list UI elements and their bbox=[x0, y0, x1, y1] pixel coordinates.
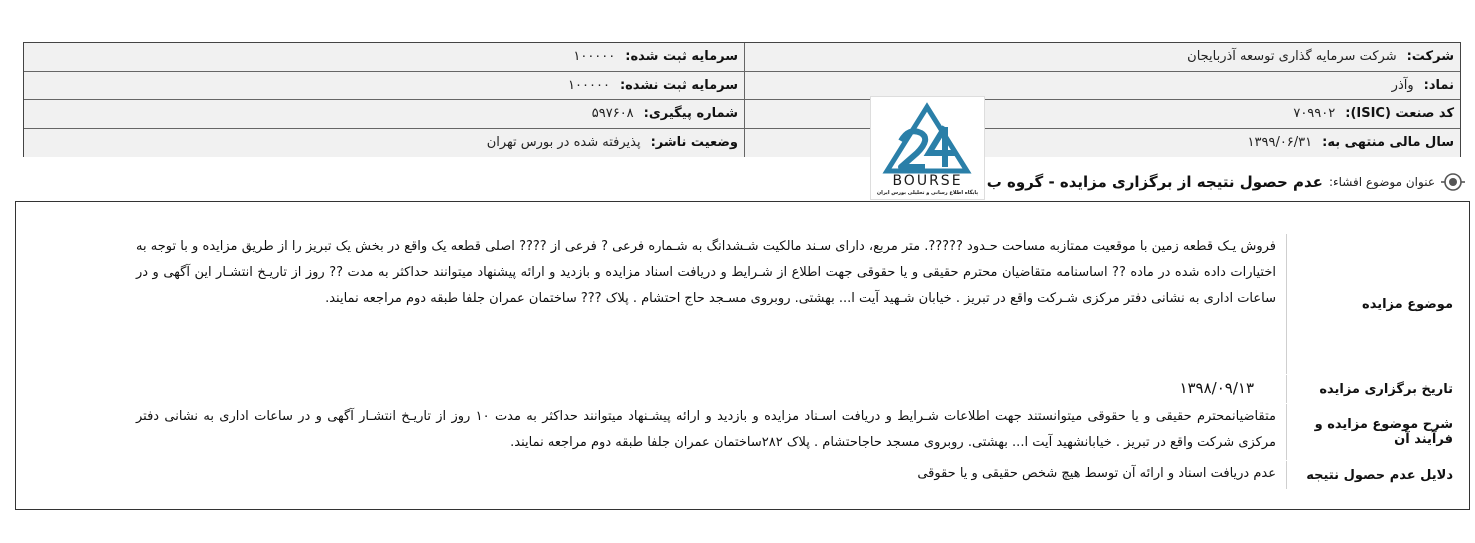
detail-row-process bbox=[136, 404, 1461, 461]
detail-row-subject bbox=[136, 234, 1461, 375]
registered-capital-value: ۱۰۰۰۰۰ bbox=[573, 49, 616, 65]
logo-subtext: پایگاه اطلاع رسانی و تحلیلی بورس ایران bbox=[876, 190, 979, 196]
tracking-cell bbox=[24, 100, 744, 128]
auction-process-value: متقاضیانمحترم حقیقی و یا حقوقی میتوانستند جهت اطلاعات شـرایط و دریافت اسـناد مزایده و بازدید و ارائه پیشـنهاد میتوانند حداکثر به مدت ۱۰ روز از تاریـخ انتشـار آگهی و در ساعات اداری به نشانی دفتر مرکزی شرکت واقع در تبریز . خیابانشهید آیت ا... بهشتی. روبروی مسجد حاجاحتشام . پلاک ۲۸۲ساختمان عمران جلفا طبقه دوم مراجعه نمایند. bbox=[136, 409, 1276, 450]
info-row-symbol bbox=[24, 72, 1460, 101]
company-name-label: شرکت: bbox=[1406, 49, 1454, 65]
auction-process-label: شرح موضوع مزایده و فرآیند آن bbox=[1286, 404, 1461, 460]
company-name-cell bbox=[744, 43, 1460, 71]
unregistered-capital-cell bbox=[24, 72, 744, 100]
tracking-label: شماره پیگیری: bbox=[643, 106, 738, 122]
info-row-fiscal bbox=[24, 129, 1460, 158]
disclosure-title: عدم حصول نتیجه از برگزاری مزایده - گروه ب bbox=[986, 173, 1323, 191]
auction-subject-label: موضوع مزایده bbox=[1286, 234, 1461, 374]
tracking-value: ۵۹۷۶۰۸ bbox=[591, 106, 634, 122]
detail-row-date bbox=[136, 375, 1461, 404]
symbol-label: نماد: bbox=[1423, 77, 1454, 93]
info-row-company bbox=[24, 43, 1460, 72]
target-icon bbox=[1441, 170, 1465, 194]
symbol-cell bbox=[744, 72, 1460, 100]
auction-details bbox=[136, 234, 1461, 490]
detail-row-reason bbox=[136, 461, 1461, 490]
disclosure-title-label: عنوان موضوع افشاء: bbox=[1328, 175, 1435, 189]
company-name-value: شرکت سرمایه گذاری توسعه آذربایجان bbox=[1187, 49, 1397, 65]
unregistered-capital-label: سرمایه ثبت نشده: bbox=[619, 77, 738, 93]
disclosure-title-row bbox=[987, 170, 1465, 194]
company-info-table bbox=[23, 42, 1461, 157]
info-row-isic bbox=[24, 100, 1460, 129]
isic-cell bbox=[744, 100, 1460, 128]
failure-reason-value: عدم دریافت اسناد و ارائه آن توسط هیچ شخص حقیقی و یا حقوقی bbox=[917, 466, 1276, 481]
registered-capital-cell bbox=[24, 43, 744, 71]
failure-reason-label: دلایل عدم حصول نتیجه bbox=[1286, 461, 1461, 489]
fiscal-cell bbox=[744, 129, 1460, 158]
isic-label: کد صنعت (ISIC): bbox=[1345, 106, 1454, 122]
fiscal-label: سال مالی منتهی به: bbox=[1322, 135, 1454, 151]
symbol-value: وآذر bbox=[1391, 77, 1414, 93]
auction-date-label: تاریخ برگزاری مزایده bbox=[1286, 375, 1461, 403]
status-cell bbox=[24, 129, 744, 158]
auction-date-value: ۱۳۹۸/۰۹/۱۳ bbox=[1179, 379, 1254, 397]
auction-details-panel bbox=[15, 201, 1470, 510]
status-value: پذیرفته شده در بورس تهران bbox=[486, 135, 641, 151]
bourse-logo bbox=[870, 96, 985, 200]
auction-subject-value: فروش یـک قطعه زمین با موقعیت ممتازبه مساحت حـدود ?????. متر مربع، دارای سـند مالکیت شـشدانگ به شـماره فرعی ? فرعی از ???? اصلی قطعه یک واقع در بخش یک تبریز را از طریق مزایده و با توجه به اختیارات داده شده در ماده ?? اساسنامه متقاضیان محترم حقیقی و یا حقوقی جهت اطلاع از شـرایط و دریافت اسناد مزایده و بازدید و ارائه پیشنهاد میتوانند حداکثر به مدت ?? روز از تاریـخ انتشـار این آگهی و در ساعات اداری به نشانی دفتر مرکزی شـرکت واقع در تبریز . خیابان شـهید آیت ا... بهشتی. روبروی مسـجد حاج احتشام . پلاک ??? ساختمان عمران جلفا طبقه دوم مراجعه نمایند. bbox=[136, 239, 1276, 306]
fiscal-value: ۱۳۹۹/۰۶/۳۱ bbox=[1247, 135, 1313, 151]
status-label: وضعیت ناشر: bbox=[650, 135, 738, 151]
logo-text: BOURSE bbox=[892, 173, 963, 189]
isic-value: ۷۰۹۹۰۲ bbox=[1293, 106, 1336, 122]
unregistered-capital-value: ۱۰۰۰۰۰ bbox=[568, 77, 610, 93]
24-bourse-logo-icon bbox=[871, 97, 984, 175]
registered-capital-label: سرمایه ثبت شده: bbox=[625, 49, 738, 65]
